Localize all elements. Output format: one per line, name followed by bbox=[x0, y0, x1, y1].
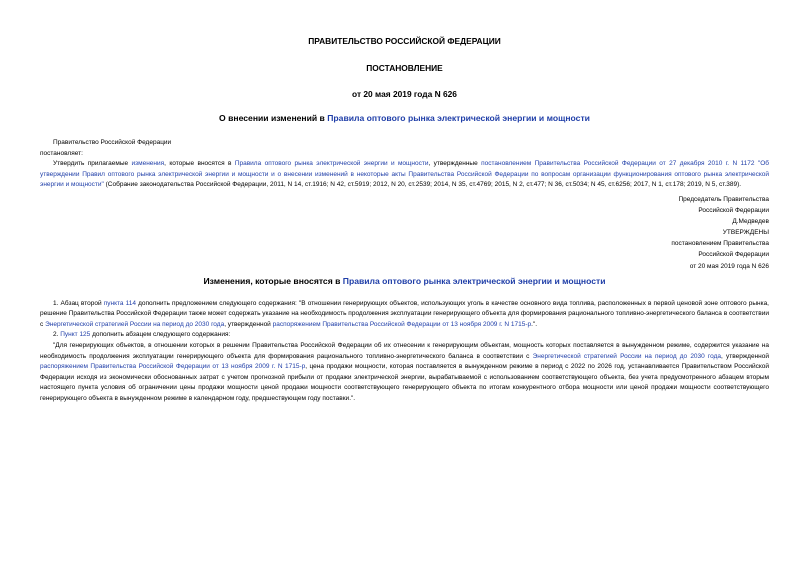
government-heading: ПРАВИТЕЛЬСТВО РОССИЙСКОЙ ФЕДЕРАЦИИ bbox=[308, 36, 501, 46]
signer-role: Председатель Правительства bbox=[678, 195, 769, 203]
order-1715-link[interactable]: распоряжением Правительства Российской Федерации от 13 ноября 2009 г. N 1715-р bbox=[40, 363, 306, 371]
document-title-text: О внесении изменений в bbox=[219, 113, 328, 123]
item-text: дополнить абзацем следующего содержания: bbox=[90, 331, 231, 339]
approved-label: УТВЕРЖДЕНЫ bbox=[722, 229, 769, 237]
signer-name: Д.Медведев bbox=[732, 218, 769, 226]
resolution-1172-link[interactable]: постановлением Правительства Российской Федерации от 27 декабря 2010 г. N 1172 "Об утверждении Правил оптового рынка электрической энергии и мощности и о внесении изменений в некоторые акты Правительства Российской Федерации по вопросам организации функционирования оптового рынка электрической энергии и мощности" bbox=[40, 160, 769, 189]
clause-125-link[interactable]: Пункт 125 bbox=[60, 331, 91, 339]
changes-title bbox=[40, 276, 769, 286]
decree-text: , утвержденные bbox=[428, 160, 482, 168]
changes-link[interactable]: изменения bbox=[131, 160, 165, 168]
quote-text: , утвержденной bbox=[721, 352, 769, 360]
signer-role-2: Российской Федерации bbox=[698, 207, 769, 215]
quote-text: , цена продажи мощности, которая поставляется в вынужденном режиме в период с 2022 по 2026 год, устанавливается Правительством Российской Федерации исходя из экономически обоснованных затрат с учетом прогнозной прибыли от продажи электрической энергии, вырабатываемой с использованием соответствующего объекта, без учета предусмотренного абзацем вторым настоящего пункта условия об ограничении цены продажи мощности ценой продажи мощности соответствующего генерирующего объекта по итогам конкурентного отбора мощности или ценой продажи мощности соответствующего генерирующего объекта в вынужденном режиме в календарном году, предшествующем году поставки.". bbox=[40, 363, 769, 402]
changes-title-text: Изменения, которые вносятся в bbox=[203, 275, 343, 286]
approved-by: постановлением Правительства bbox=[671, 240, 769, 248]
rules-link[interactable]: Правила оптового рынка электрической энергии и мощности bbox=[234, 160, 429, 168]
item-2-paragraph bbox=[40, 330, 769, 341]
intro-line-1: Правительство Российской Федерации bbox=[53, 139, 172, 146]
item-2-quote bbox=[40, 341, 769, 405]
item-text: , утвержденной bbox=[224, 320, 273, 328]
order-1715-link[interactable]: распоряжением Правительства Российской Федерации от 13 ноября 2009 г. N 1715-р bbox=[272, 320, 532, 328]
decree-text: (Собрание законодательства Российской Федерации, 2011, N 14, ст.1916; N 42, ст.5919; 2012, N 20, ст.2539; 2014, N 35, ст.4769; 2015, N 2, ст.477; N 36, ст.5034; N 45, ст.6256; 2017, N 1, ст.178; 2019, N 5, ст.389). bbox=[103, 181, 742, 189]
item-text: дополнить предложением следующего содержания: "В отношении генерирующих объектов, использующих уголь в качестве основного вида топлива, расположенных в первой ценовой зоне оптового рынка, решение Правительства Российской Федерации также может содержать указание на необходимость продолжения эксплуатации генерирующего объекта для формирования рационального топливно-энергетического баланса в соответствии с bbox=[40, 299, 769, 328]
decree-text: , которые вносятся в bbox=[164, 160, 235, 168]
energy-strategy-link[interactable]: Энергетической стратегией России на период до 2030 года bbox=[45, 320, 225, 328]
quote-text: "Для генерирующих объектов, в отношении которых в решении Правительства Российской Федерации об их отнесении к генерирующим объектам, мощность которых поставляется в вынужденном режиме, содержится указание на необходимость продолжения эксплуатации генерирующего объекта для формирования рационального топливно-энергетического баланса в соответствии с bbox=[40, 342, 769, 360]
document-type: ПОСТАНОВЛЕНИЕ bbox=[366, 63, 443, 73]
document-date-number: от 20 мая 2019 года N 626 bbox=[352, 89, 457, 99]
signature-block bbox=[40, 194, 769, 272]
item-text: 2. bbox=[53, 331, 61, 339]
item-text: 1. Абзац второй bbox=[53, 299, 104, 307]
approved-date: от 20 мая 2019 года N 626 bbox=[689, 262, 769, 270]
decree-text: Утвердить прилагаемые bbox=[53, 160, 132, 168]
decree-paragraph bbox=[40, 159, 769, 191]
document-title bbox=[40, 113, 769, 123]
clause-114-link[interactable]: пункта 114 bbox=[103, 299, 136, 307]
item-text: .". bbox=[531, 320, 538, 328]
item-1-paragraph bbox=[40, 299, 769, 331]
energy-strategy-link[interactable]: Энергетической стратегией России на период до 2030 года bbox=[532, 352, 722, 360]
intro-line-2: постановляет: bbox=[40, 149, 83, 157]
rules-link[interactable]: Правила оптового рынка электрической энергии и мощности bbox=[342, 275, 606, 286]
rules-link[interactable]: Правила оптового рынка электрической энергии и мощности bbox=[327, 113, 590, 123]
approved-by-2: Российской Федерации bbox=[698, 251, 769, 259]
